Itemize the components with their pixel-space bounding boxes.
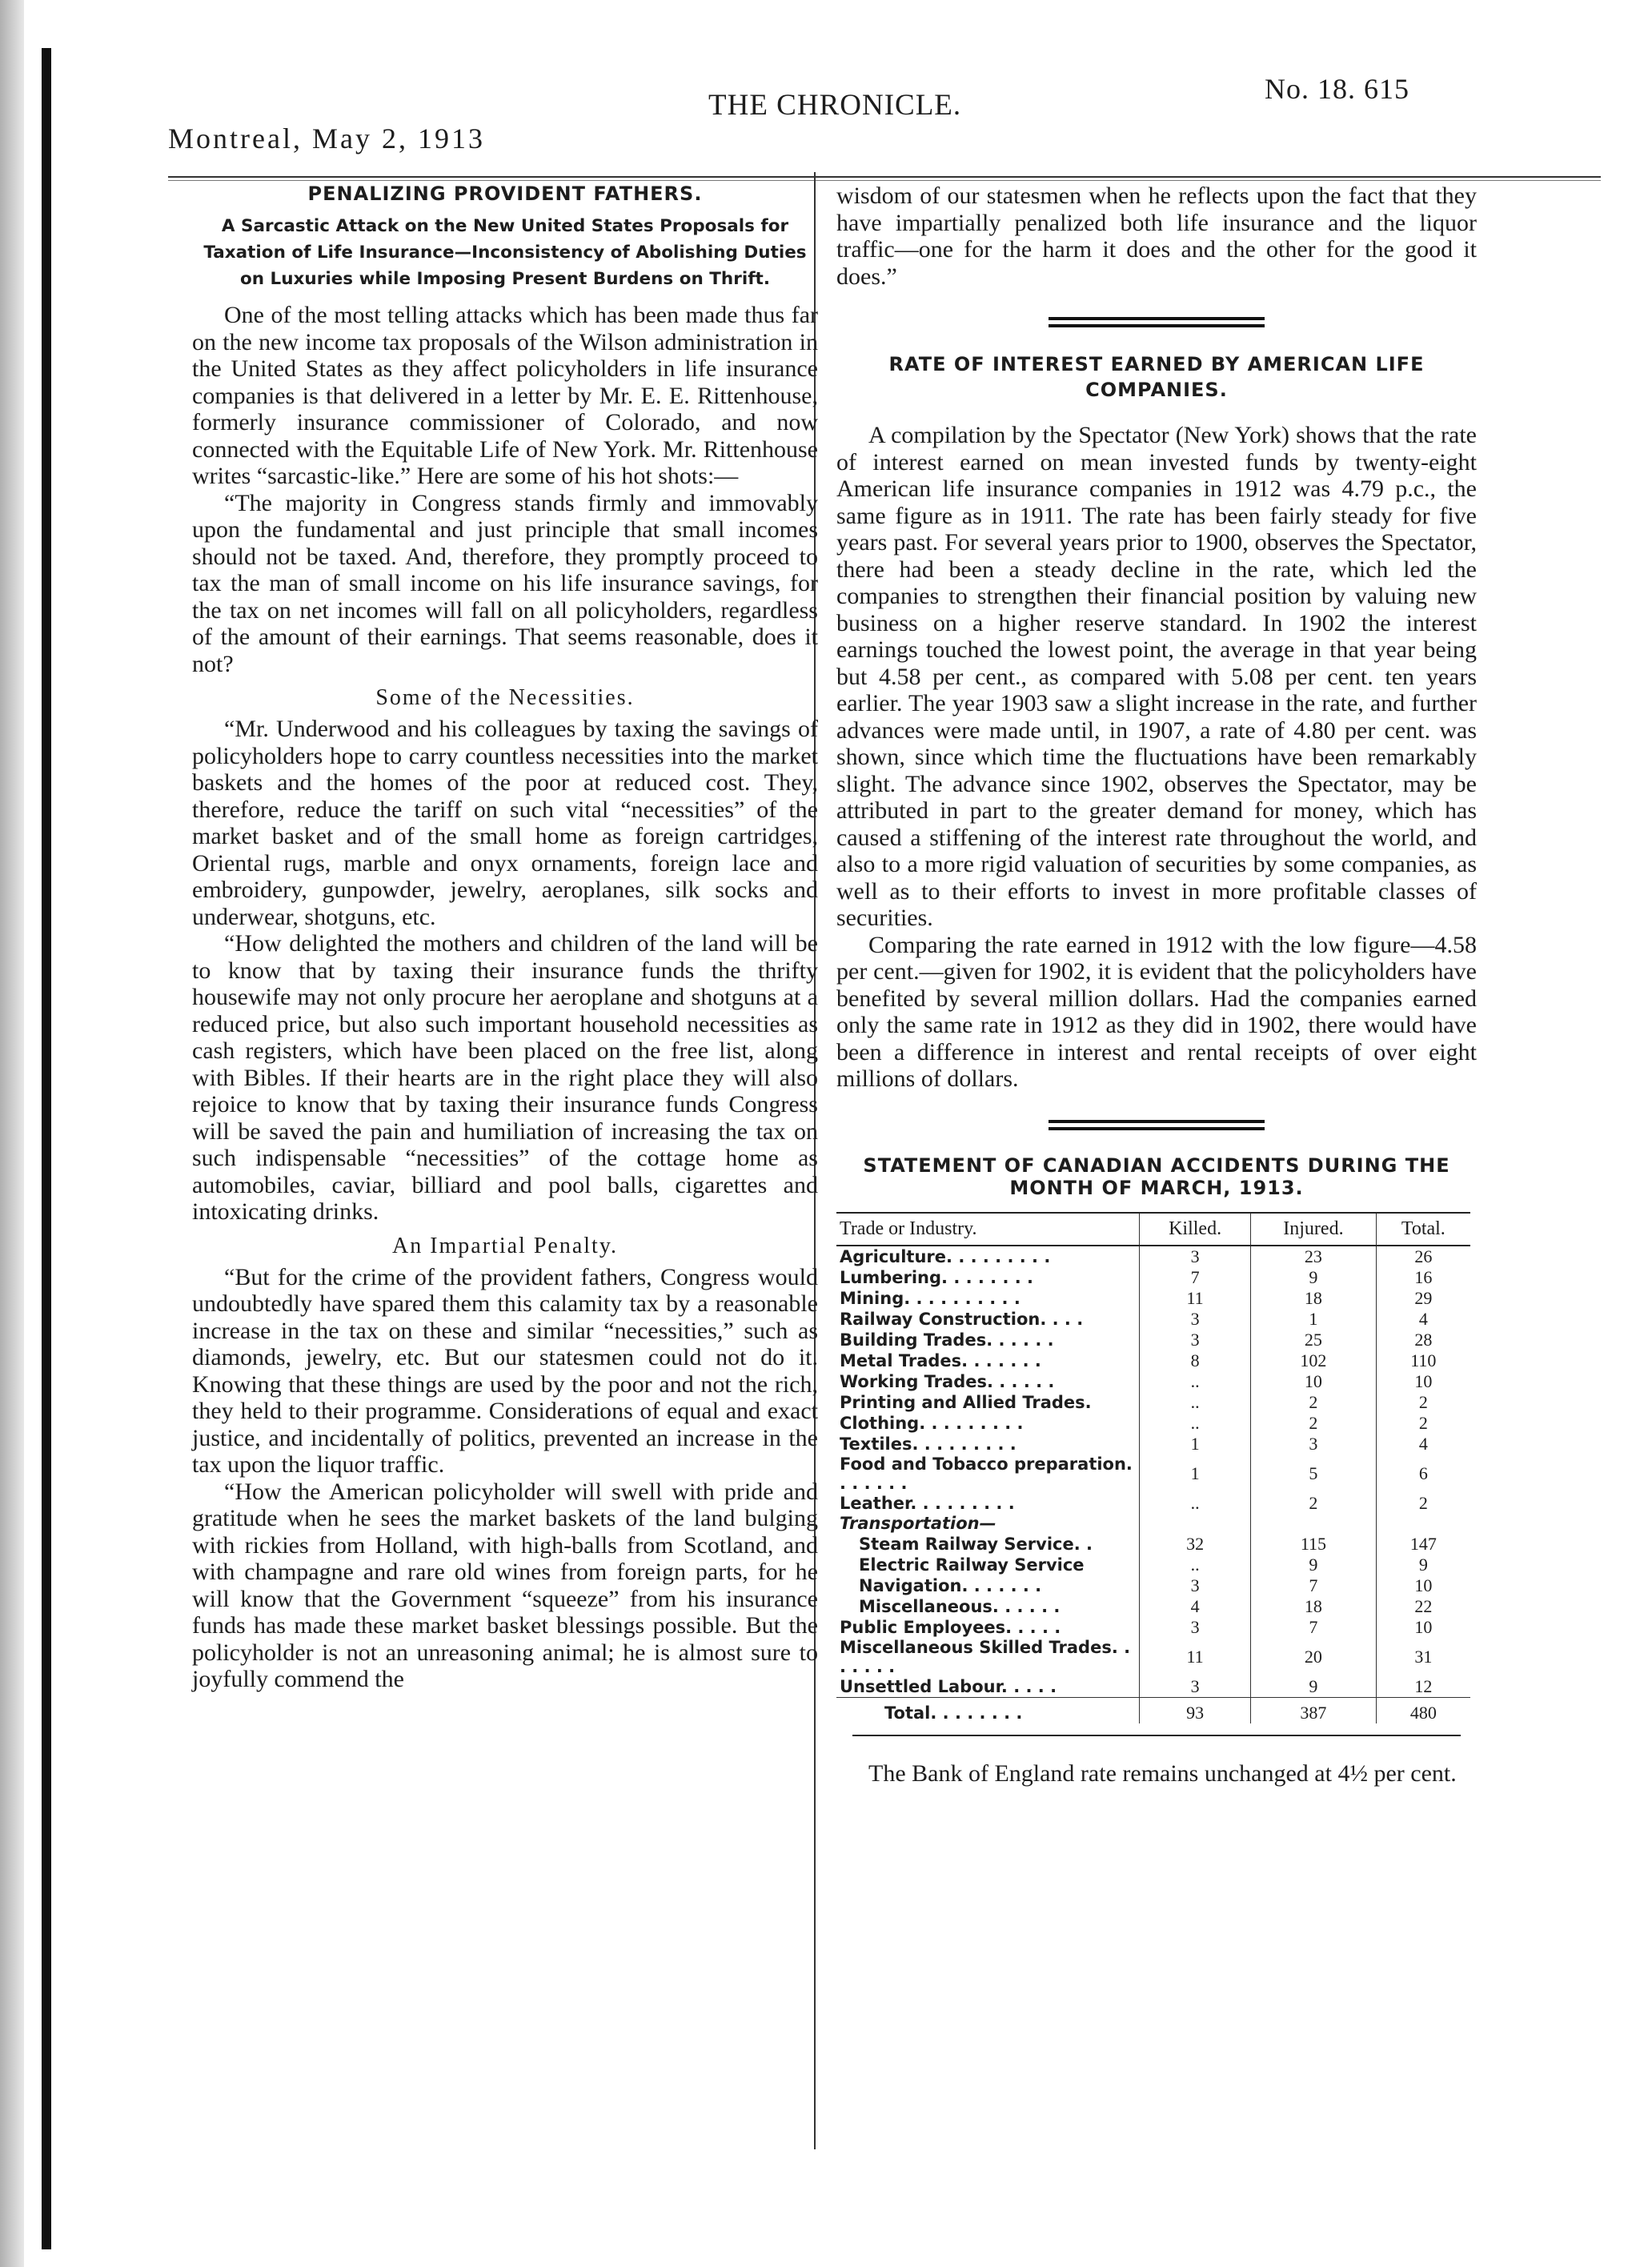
injured-cell: 20 [1251,1638,1376,1676]
injured-cell: 102 [1251,1350,1376,1371]
killed-cell: 3 [1140,1676,1251,1698]
killed-cell: 7 [1140,1267,1251,1288]
injured-cell: 9 [1251,1676,1376,1698]
killed-cell: 8 [1140,1350,1251,1371]
injured-cell: 2 [1251,1413,1376,1434]
column-header: Trade or Industry. [836,1213,1140,1246]
trade-cell: Agriculture. . . . . . . . . [840,1246,1051,1266]
killed-cell: 3 [1140,1330,1251,1350]
table-row [836,1676,1470,1698]
injured-cell: 18 [1251,1596,1376,1617]
injured-cell: 3 [1251,1434,1376,1454]
killed-cell: 11 [1140,1288,1251,1309]
paragraph: One of the most telling attacks which has been made thus far on the new income tax proposals of the Wilson administration in the United States as they affect policyholders in life insurance companies is that delivered in a letter by Mr. E. E. Rittenhouse, formerly insurance commissioner of Colorado, and now connected with the Equitable Life of New York. Mr. Rittenhouse writes “sarcastic-like.” Here are some of his hot shots:— [192,302,818,489]
trade-cell: Printing and Allied Trades. [840,1392,1092,1412]
total-cell: 29 [1376,1288,1470,1309]
header-issue-number: No. 18. 615 [1265,73,1409,105]
killed-cell: 93 [1140,1697,1251,1723]
trade-cell: Mining. . . . . . . . . . [840,1288,1020,1308]
table-row [836,1392,1470,1413]
table-row [836,1434,1470,1454]
injured-cell: 9 [1251,1267,1376,1288]
killed-cell: 3 [1140,1309,1251,1330]
table-body [836,1246,1470,1723]
table-row [836,1575,1470,1596]
total-cell: 12 [1376,1676,1470,1698]
subheading: An Impartial Penalty. [391,1233,618,1258]
table-row [836,1371,1470,1392]
accidents-table [836,1212,1470,1723]
paragraph: “Mr. Underwood and his colleagues by taxing the savings of policyholders hope to carry countless necessities into the market baskets and the homes of the poor at reduced cost. They, therefore, reduce the tariff on such vital “necessities” of the market basket and of the small home as foreign cartridges, Oriental rugs, marble and onyx ornaments, foreign lace and embroidery, gunpowder, jewelry, aeroplanes, silk socks and underwear, shotguns, etc. [192,716,818,930]
trade-cell: Navigation. . . . . . . [859,1575,1042,1595]
table-total-row [836,1697,1470,1723]
paragraph: “How the American policyholder will swell with pride and gratitude when he sees the market baskets of the land bulging with rickies from Holland, with high-balls from Scotland, and with champagne and rare old wines from foreign parts, for he will know that the Government “squeeze” from his insurance funds has made these market basket blessings possible. But the policyholder is not an unreasoning animal; he is almost sure to joyfully commend the [192,1478,818,1692]
trade-cell: Building Trades. . . . . . [840,1330,1054,1350]
killed-cell: 4 [1140,1596,1251,1617]
killed-cell: 3 [1140,1575,1251,1596]
trade-cell: Public Employees. . . . . [840,1617,1061,1637]
trade-cell: Unsettled Labour. . . . . [840,1676,1057,1696]
injured-cell: 9 [1251,1555,1376,1575]
killed-cell: 32 [1140,1534,1251,1555]
trade-cell: Miscellaneous Skilled Trades. . . . . . . [840,1637,1131,1676]
killed-cell: 1 [1140,1434,1251,1454]
table-row [836,1617,1470,1638]
total-cell: 480 [1376,1697,1470,1723]
header-rule [168,176,1601,181]
total-cell: 4 [1376,1309,1470,1330]
table-header-row [836,1213,1470,1246]
paragraph: A compilation by the Spectator (New York) shows that the rate of interest earned on mean invested funds by twenty-eight American life insurance companies in 1912 was 4.79 p.c., the same figure as in 1911. The rate has been fairly steady for five years past. For several years prior to 1900, observes the Spectator, there had been a steady decline in the rate, which led the companies to strengthen their financial position by valuing new business on a higher reserve standard. In 1902 the interest earnings touched the lowest point, the average in that year being but 4.58 per cent., as compared with 5.08 per cent. ten years earlier. The year 1903 saw a slight increase in the rate, and further advances were made until, in 1907, a rate of 4.80 per cent. was shown, since which time the fluctuations have been remarkably slight. The advance since 1902, observes the Spectator, may be attributed in part to the greater demand for money, which has caused a stiffening of the interest rate throughout the world, and also to a more rigid valuation of securities by some companies, as well as to their efforts to invest in more profitable classes of securities. [836,422,1477,931]
killed-cell: 11 [1140,1638,1251,1676]
injured-cell: 5 [1251,1454,1376,1493]
column-header: Killed. [1140,1213,1251,1246]
trade-cell: Transportation— [840,1514,996,1533]
total-cell: 26 [1376,1246,1470,1267]
table-title: STATEMENT OF CANADIAN ACCIDENTS DURING THE MONTH OF MARCH, 1913. [863,1154,1450,1199]
trade-cell: Working Trades. . . . . . [840,1371,1055,1391]
killed-cell: .. [1140,1371,1251,1392]
binding-edge [42,48,51,2249]
injured-cell: 23 [1251,1246,1376,1267]
total-cell: 2 [1376,1413,1470,1434]
column-header: Injured. [1251,1213,1376,1246]
double-rule [1049,1120,1265,1130]
injured-cell: 2 [1251,1392,1376,1413]
total-cell: 147 [1376,1534,1470,1555]
injured-cell: 18 [1251,1288,1376,1309]
trade-cell: Total. . . . . . . . [836,1697,1140,1723]
total-cell: 10 [1376,1371,1470,1392]
table-row [836,1330,1470,1350]
total-cell [1376,1514,1470,1534]
right-column [836,183,1477,1787]
total-cell: 2 [1376,1392,1470,1413]
injured-cell: 1 [1251,1309,1376,1330]
bank-rate-note: The Bank of England rate remains unchanged at 4½ per cent. [868,1759,1457,1787]
left-column [192,183,818,1693]
trade-cell: Textiles. . . . . . . . . [840,1434,1016,1454]
trade-cell: Railway Construction. . . . [840,1309,1084,1329]
article-title: RATE OF INTEREST EARNED BY AMERICAN LIFE COMPANIES. [888,353,1425,401]
paragraph: “But for the crime of the provident fathers, Congress would undoubtedly have spared them this calamity tax by a reasonable increase in the tax on these and similar “necessities,” such as diamonds, jewelry, etc. But our statesmen could not do it. Knowing that these things are used by the poor and not the rich, they held to their programme. Considerations of equal and exact justice, and incidentally of politics, prevented an increase in the tax upon the liquor traffic. [192,1263,818,1478]
paragraph: “How delighted the mothers and children of the land will be to know that by taxing their insurance funds the thrifty housewife may not only procure her aeroplane and shotguns at a reduced price, but also such important household necessities as cash registers, which have been placed on the free list, along with Bibles. If their hearts are in the right place they will also rejoice to know that by taxing their insurance funds Congress will be saved the pain and humiliation of increasing the tax on such indispensable “necessities” of the cottage home as automobiles, caviar, billiard and pool balls, cigarettes and intoxicating drinks. [192,930,818,1225]
table-row [836,1350,1470,1371]
trade-cell: Food and Tobacco preparation. . . . . . . [840,1454,1133,1493]
total-cell: 28 [1376,1330,1470,1350]
table-row [836,1493,1470,1514]
trade-cell: Electric Railway Service [859,1555,1085,1575]
injured-cell [1251,1514,1376,1534]
article-title: PENALIZING PROVIDENT FATHERS. [307,183,703,205]
killed-cell: .. [1140,1493,1251,1514]
total-cell: 10 [1376,1617,1470,1638]
table-row [836,1555,1470,1575]
injured-cell: 25 [1251,1330,1376,1350]
table-row [836,1246,1470,1267]
table-row [836,1514,1470,1534]
table-row [836,1267,1470,1288]
trade-cell: Miscellaneous. . . . . . [859,1596,1061,1616]
newspaper-page [104,0,1625,2267]
trade-cell: Lumbering. . . . . . . . [840,1267,1034,1287]
table-row [836,1534,1470,1555]
header-date: Montreal, May 2, 1913 [168,122,485,154]
paragraph: Comparing the rate earned in 1912 with the low figure—4.58 per cent.—given for 1902, it is evident that the policyholders have benefited by several million dollars. Had the companies earned only the same rate in 1912 as they did in 1902, there would have been a difference in interest and rental receipts of over eight millions of dollars. [836,931,1477,1092]
injured-cell: 10 [1251,1371,1376,1392]
article-deck: A Sarcastic Attack on the New United States Proposals for Taxation of Life Insurance—Inconsistency of Abolishing Duties on Luxuries while Imposing Present Burdens on Thrift. [203,216,807,289]
total-cell: 31 [1376,1638,1470,1676]
page-gutter-shadow [0,0,24,2267]
table-row [836,1288,1470,1309]
killed-cell: 1 [1140,1454,1251,1493]
header-title: THE CHRONICLE. [708,89,962,122]
table-row [836,1454,1470,1493]
injured-cell: 2 [1251,1493,1376,1514]
table-row [836,1309,1470,1330]
total-cell: 16 [1376,1267,1470,1288]
trade-cell: Clothing. . . . . . . . . [840,1413,1024,1433]
killed-cell [1140,1514,1251,1534]
double-rule [1049,317,1265,327]
column-header: Total. [1376,1213,1470,1246]
injured-cell: 7 [1251,1617,1376,1638]
table-row [836,1638,1470,1676]
subheading: Some of the Necessities. [375,685,635,710]
total-cell: 110 [1376,1350,1470,1371]
table-row [836,1596,1470,1617]
trade-cell: Leather. . . . . . . . . [840,1493,1015,1513]
trade-cell: Steam Railway Service. . [859,1534,1093,1554]
killed-cell: .. [1140,1555,1251,1575]
killed-cell: 3 [1140,1617,1251,1638]
injured-cell: 115 [1251,1534,1376,1555]
total-cell: 22 [1376,1596,1470,1617]
trade-cell: Metal Trades. . . . . . . [840,1350,1041,1370]
killed-cell: .. [1140,1392,1251,1413]
total-cell: 6 [1376,1454,1470,1493]
killed-cell: 3 [1140,1246,1251,1267]
injured-cell: 7 [1251,1575,1376,1596]
injured-cell: 387 [1251,1697,1376,1723]
paragraph: “The majority in Congress stands firmly and immovably upon the fundamental and just principle that small incomes should not be taxed. And, therefore, they promptly proceed to tax the man of small income on his life insurance savings, for the tax on net incomes will fall on all policyholders, regardless of the amount of their earnings. That seems reasonable, does it not? [192,489,818,677]
killed-cell: .. [1140,1413,1251,1434]
total-cell: 9 [1376,1555,1470,1575]
total-cell: 10 [1376,1575,1470,1596]
paragraph-continuation: wisdom of our statesmen when he reflects upon the fact that they have impartially penalized both life insurance and the liquor traffic—one for the harm it does and the other for the good it does.” [836,183,1477,290]
table-row [836,1413,1470,1434]
total-cell: 4 [1376,1434,1470,1454]
total-cell: 2 [1376,1493,1470,1514]
